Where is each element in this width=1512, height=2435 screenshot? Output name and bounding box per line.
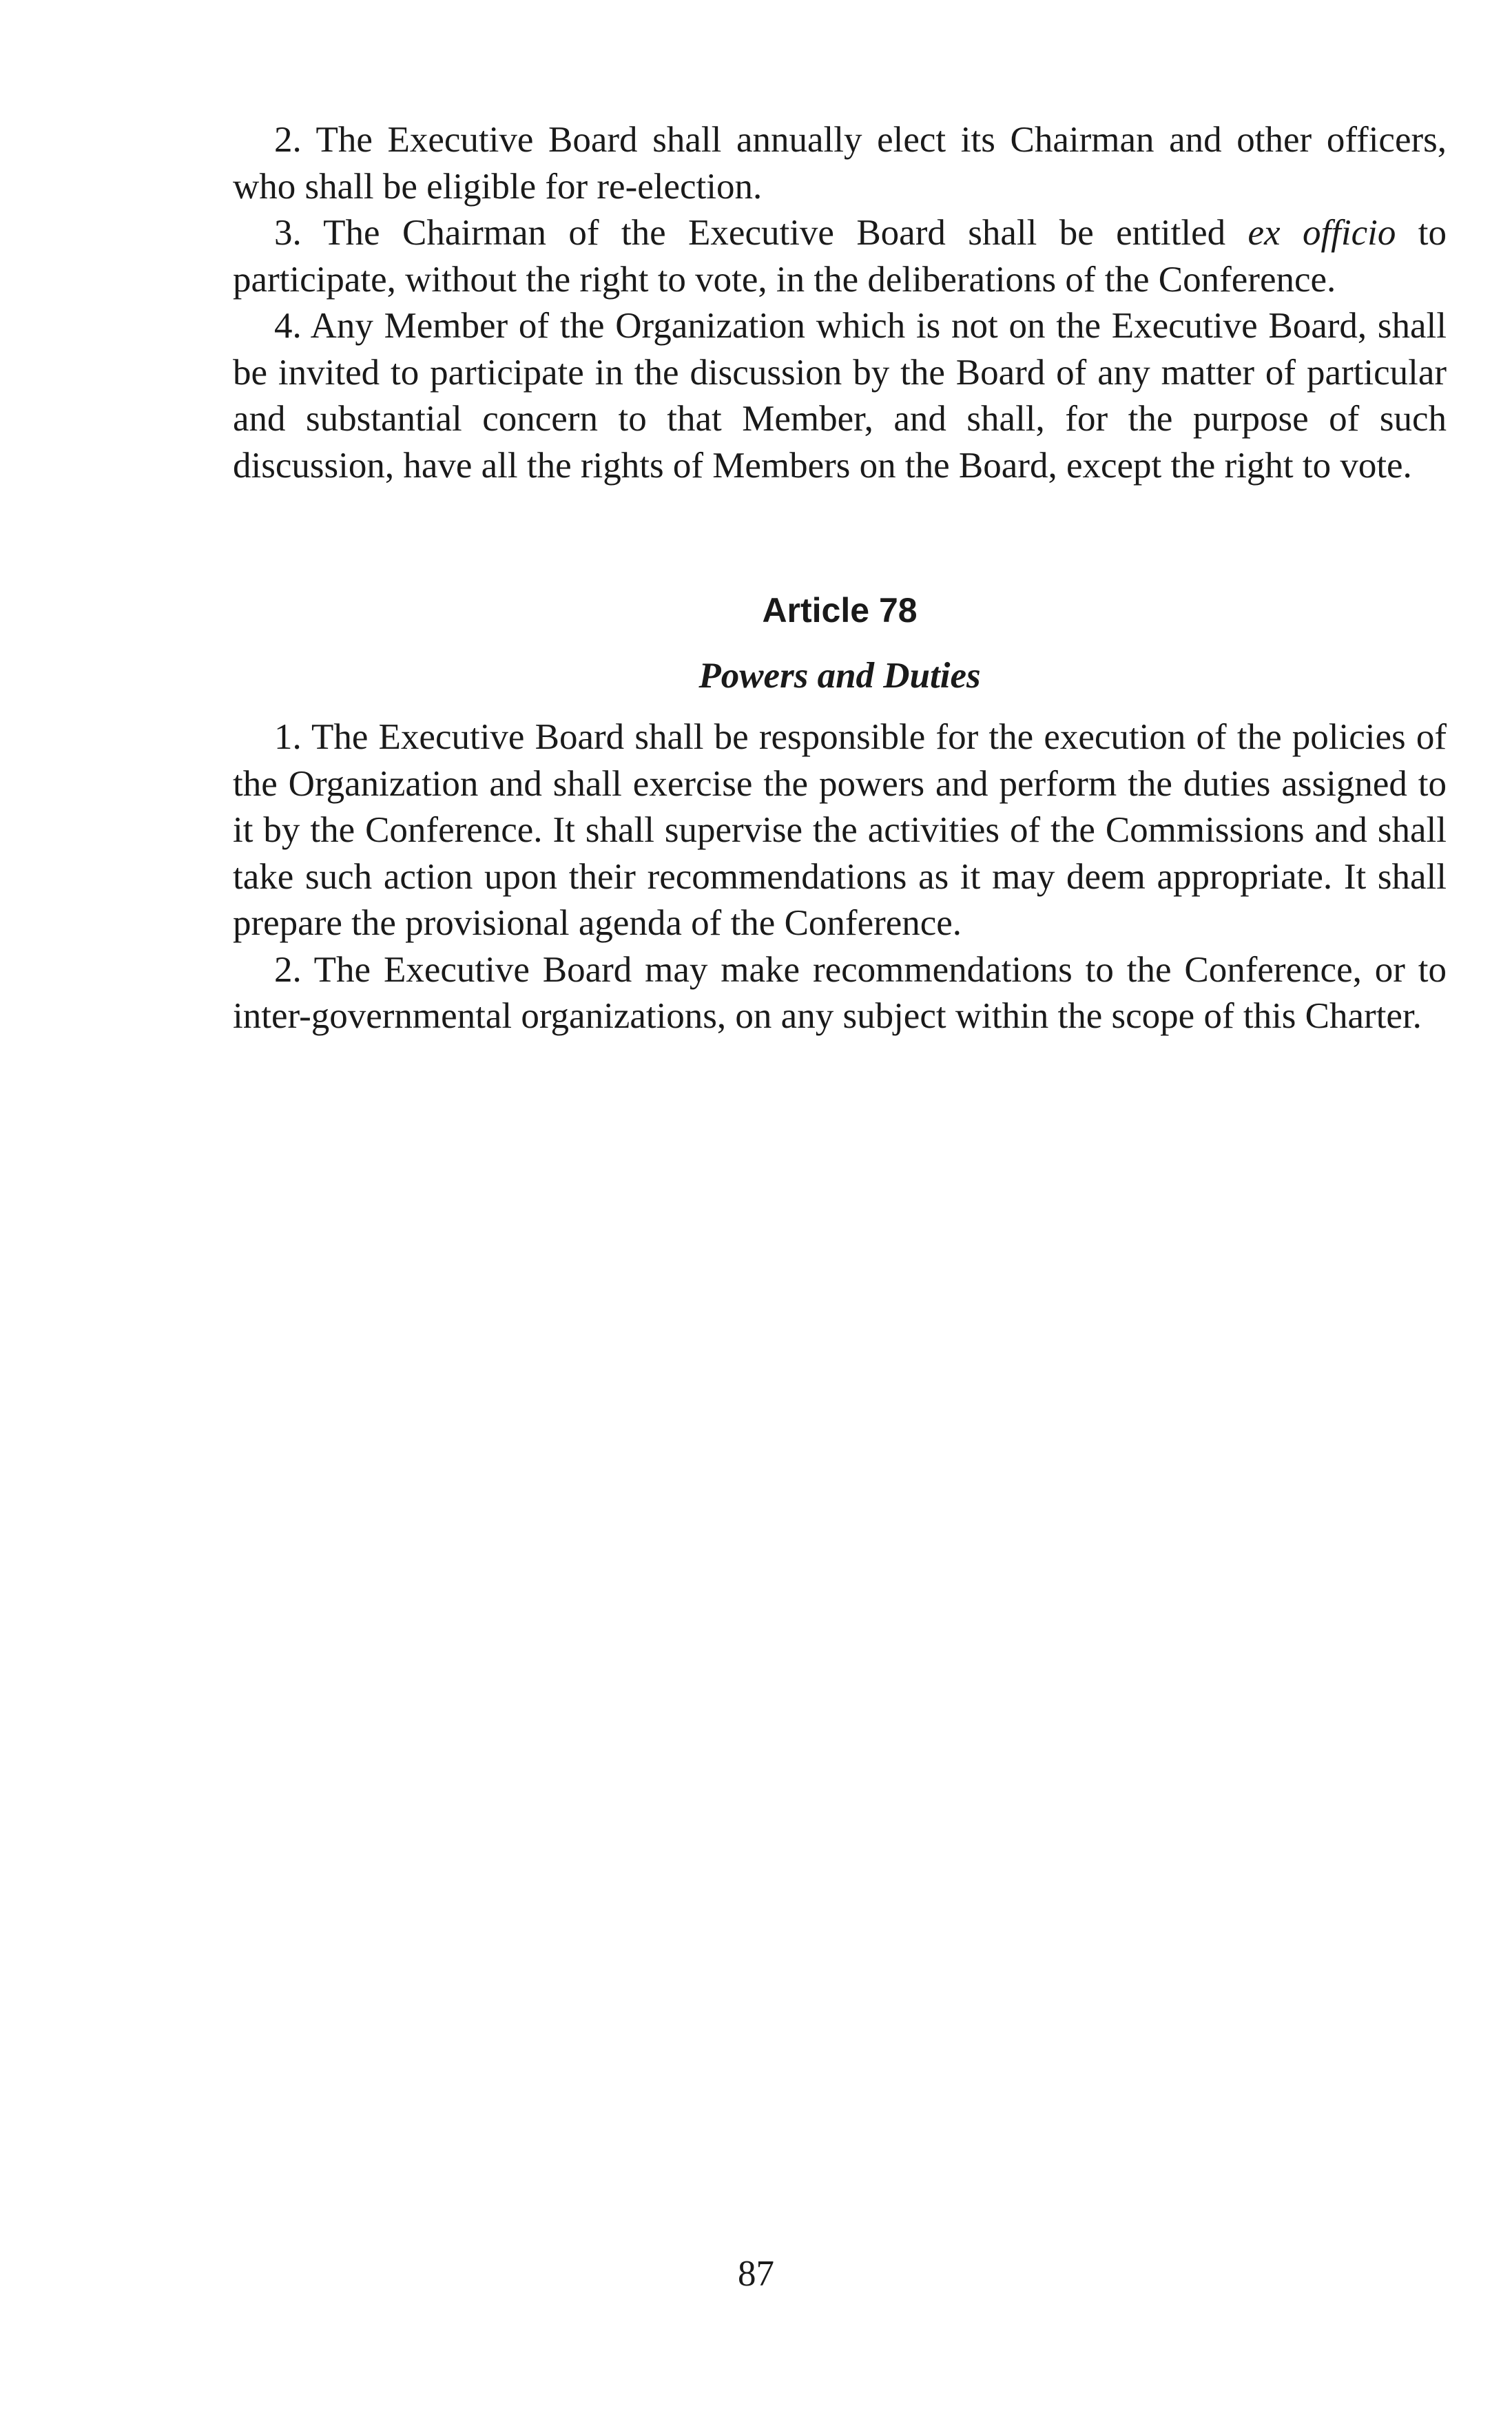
article-subtitle: Powers and Duties xyxy=(698,656,981,696)
article-paragraph-1: 1. The Executive Board shall be responsible for the execution of the policies of the Organization and shall exercise the powers and perform the duties assigned to it by the Conference. It shall supervise the activities of the Commissions and shall take such action upon their recommendations as it may deem appropriate. It shall prepare the provisional agenda of the Conference. xyxy=(233,717,1447,943)
paragraph-3-text-before: 3. The Chairman of the Executive Board shall be entitled xyxy=(274,213,1248,253)
document-page xyxy=(233,117,1447,1040)
article-paragraph-2: 2. The Executive Board may make recommendations to the Conference, or to inter-governmental organizations, on any subject within the scope of this Charter. xyxy=(233,949,1447,1036)
article-heading: Article 78 xyxy=(762,591,918,630)
page-number: 87 xyxy=(738,2254,774,2294)
paragraph-3 xyxy=(233,210,1447,303)
paragraph-3-italic-term: ex officio xyxy=(1247,213,1396,253)
paragraph-2: 2. The Executive Board shall annually elect its Chairman and other officers, who shall be eligible for re-election. xyxy=(233,120,1447,207)
paragraph-4: 4. Any Member of the Organization which is not on the Executive Board, shall be invited to participate in the discussion by the Board of any matter of particular and substantial concern to that Member, and shall, for the purpose of such discussion, have all the rights of Members on the Board, except the right to vote. xyxy=(233,306,1447,486)
paragraph-3-text-after: to participate, without the right to vote, in the deliberations of the Conference. xyxy=(233,213,1447,300)
